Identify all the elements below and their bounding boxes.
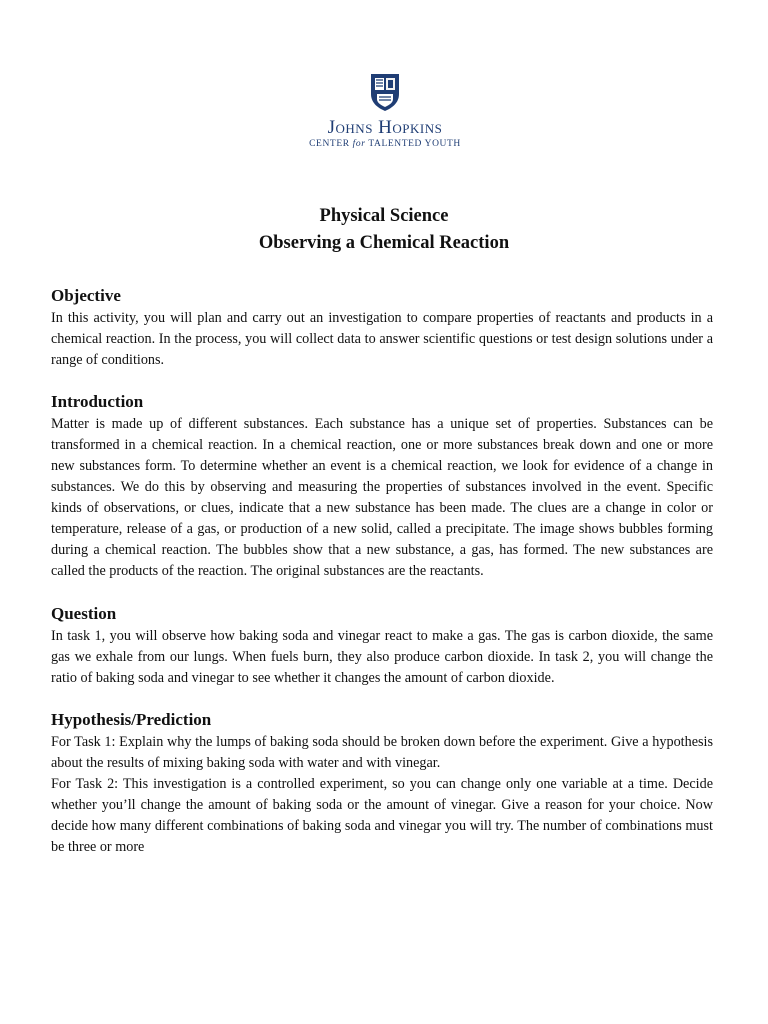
title-subject: Physical Science bbox=[319, 206, 449, 226]
objective-section bbox=[51, 284, 713, 371]
objective-heading: Objective bbox=[51, 286, 121, 305]
document-body bbox=[51, 284, 713, 877]
question-heading: Question bbox=[51, 604, 117, 623]
question-section bbox=[51, 602, 713, 689]
document-title bbox=[0, 203, 768, 257]
logo-sub-center: CENTER bbox=[309, 139, 350, 149]
introduction-text: Matter is made up of different substances. Each substance has a unique set of properties. Substances can be transformed in a chemical reaction. In a chemical reaction, one or more substances break down and one or more new substances form. To determine whether an event is a chemical reaction, we look for evidence of a change in substances. We do this by observing and measuring the properties of substances involved in the event. Specific kinds of observations, or clues, indicate that a new substance has been made. The clues are a change in color or temperature, release of a gas, or production of a new solid, called a precipitate. The image shows bubbles forming during a chemical reaction. The bubbles show that a new substance, a gas, has formed. The new substances are called the products of the reaction. The original substances are the reactants. bbox=[51, 416, 713, 579]
hypothesis-section bbox=[51, 708, 713, 858]
jhu-shield-icon bbox=[369, 72, 401, 112]
jhu-cty-logo bbox=[300, 72, 470, 162]
objective-text: In this activity, you will plan and carry out an investigation to compare properties of reactants and products in a chemical reaction. In the process, you will collect data to answer scientific questions or test design solutions under a range of conditions. bbox=[51, 310, 713, 368]
introduction-heading: Introduction bbox=[51, 392, 144, 411]
logo-sub-talented: TALENTED YOUTH bbox=[368, 139, 461, 149]
hypothesis-heading: Hypothesis/Prediction bbox=[51, 710, 212, 729]
title-activity: Observing a Chemical Reaction bbox=[258, 233, 510, 253]
question-text: In task 1, you will observe how baking soda and vinegar react to make a gas. The gas is carbon dioxide, the same gas we exhale from our lungs. When fuels burn, they also produce carbon dioxide. In task 2, you will change the ratio of baking soda and vinegar to see whether it changes the amount of carbon dioxide. bbox=[51, 628, 713, 686]
introduction-section bbox=[51, 390, 713, 582]
hypothesis-task1-text: For Task 1: Explain why the lumps of baking soda should be broken down before the experiment. Give a hypothesis about the results of mixing baking soda with water and with vinegar. bbox=[51, 734, 713, 771]
logo-wordmark: Johns Hopkins bbox=[327, 117, 443, 138]
logo-sub-for: for bbox=[352, 139, 366, 149]
hypothesis-task2-text: For Task 2: This investigation is a controlled experiment, so you can change only one variable at a time. Decide whether you’ll change the amount of baking soda or the amount of vinegar. Give a reason for your choice. Now decide how many different combinations of baking soda and vinegar you will try. The number of combinations must be three or more bbox=[51, 776, 713, 855]
logo-subtitle bbox=[300, 138, 470, 150]
